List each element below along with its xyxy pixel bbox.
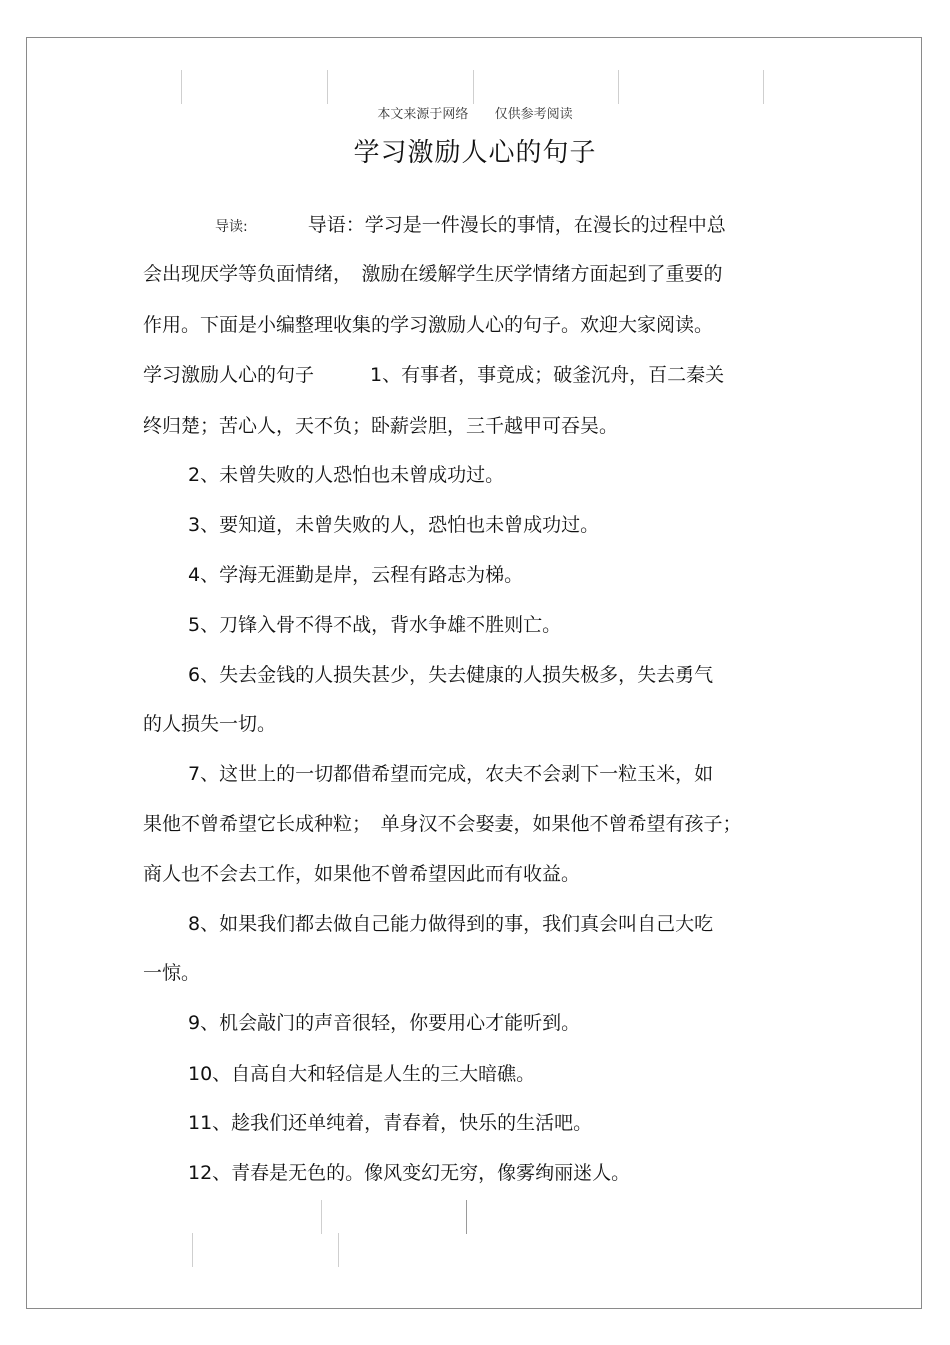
item-7-line-3: 商人也不会去工作，如果他不曾希望因此而有收益。 <box>143 863 581 885</box>
item-4: 4、学海无涯勤是岸，云程有路志为梯。 <box>188 564 524 586</box>
section-line-1 <box>143 362 724 388</box>
top-tick-1 <box>181 70 182 104</box>
item-1-part-2: 终归楚；苦心人，天不负；卧薪尝胆，三千越甲可吞吴。 <box>143 415 619 437</box>
item-7-line-1: 7、这世上的一切都借希望而完成，农夫不会剥下一粒玉米，如 <box>188 763 714 785</box>
bottom-tick-1 <box>321 1200 322 1234</box>
bottom-tick-4 <box>338 1233 339 1267</box>
item-9: 9、机会敲门的声音很轻，你要用心才能听到。 <box>188 1012 581 1034</box>
bottom-tick-2 <box>466 1200 467 1234</box>
item-8-line-1: 8、如果我们都去做自己能力做得到的事，我们真会叫自己大吃 <box>188 913 714 935</box>
top-tick-5 <box>763 70 764 104</box>
section-heading: 学习激励人心的句子 <box>143 364 315 386</box>
item-1-part-1: 1、有事者，事竟成；破釜沉舟，百二秦关 <box>370 364 725 386</box>
intro-text-1: 导语：学习是一件漫长的事情，在漫长的过程中总 <box>307 214 726 236</box>
item-10: 10、自高自大和轻信是人生的三大暗礁。 <box>188 1063 536 1085</box>
source-note: 本文来源于网络 <box>377 107 469 122</box>
item-5: 5、刀锋入骨不得不战，背水争雄不胜则亡。 <box>188 614 562 636</box>
header-note <box>0 103 950 122</box>
top-tick-3 <box>473 70 474 104</box>
item-11: 11、趁我们还单纯着，青春着，快乐的生活吧。 <box>188 1112 593 1134</box>
reference-note: 仅供参考阅读 <box>494 107 573 122</box>
item-7-line-2: 果他不曾希望它长成种粒； 单身汉不会娶妻，如果他不曾希望有孩子； <box>143 813 742 835</box>
intro-line-2: 会出现厌学等负面情绪， 激励在缓解学生厌学情绪方面起到了重要的 <box>143 263 723 285</box>
intro-line-3: 作用。下面是小编整理收集的学习激励人心的句子。欢迎大家阅读。 <box>143 314 714 336</box>
item-3: 3、要知道，未曾失败的人，恐怕也未曾成功过。 <box>188 514 600 536</box>
item-8-line-2: 一惊。 <box>143 962 201 984</box>
item-12: 12、青春是无色的。像风变幻无穷，像雾绚丽迷人。 <box>188 1162 631 1184</box>
item-6-line-2: 的人损失一切。 <box>143 713 277 735</box>
bottom-tick-3 <box>192 1233 193 1267</box>
item-6-line-1: 6、失去金钱的人损失甚少，失去健康的人损失极多，失去勇气 <box>188 664 714 686</box>
top-tick-2 <box>327 70 328 104</box>
intro-line-1 <box>215 212 726 240</box>
top-tick-4 <box>618 70 619 104</box>
page-title: 学习激励人心的句子 <box>353 138 597 168</box>
item-2: 2、未曾失败的人恐怕也未曾成功过。 <box>188 464 505 486</box>
intro-label: 导读: <box>215 219 248 235</box>
